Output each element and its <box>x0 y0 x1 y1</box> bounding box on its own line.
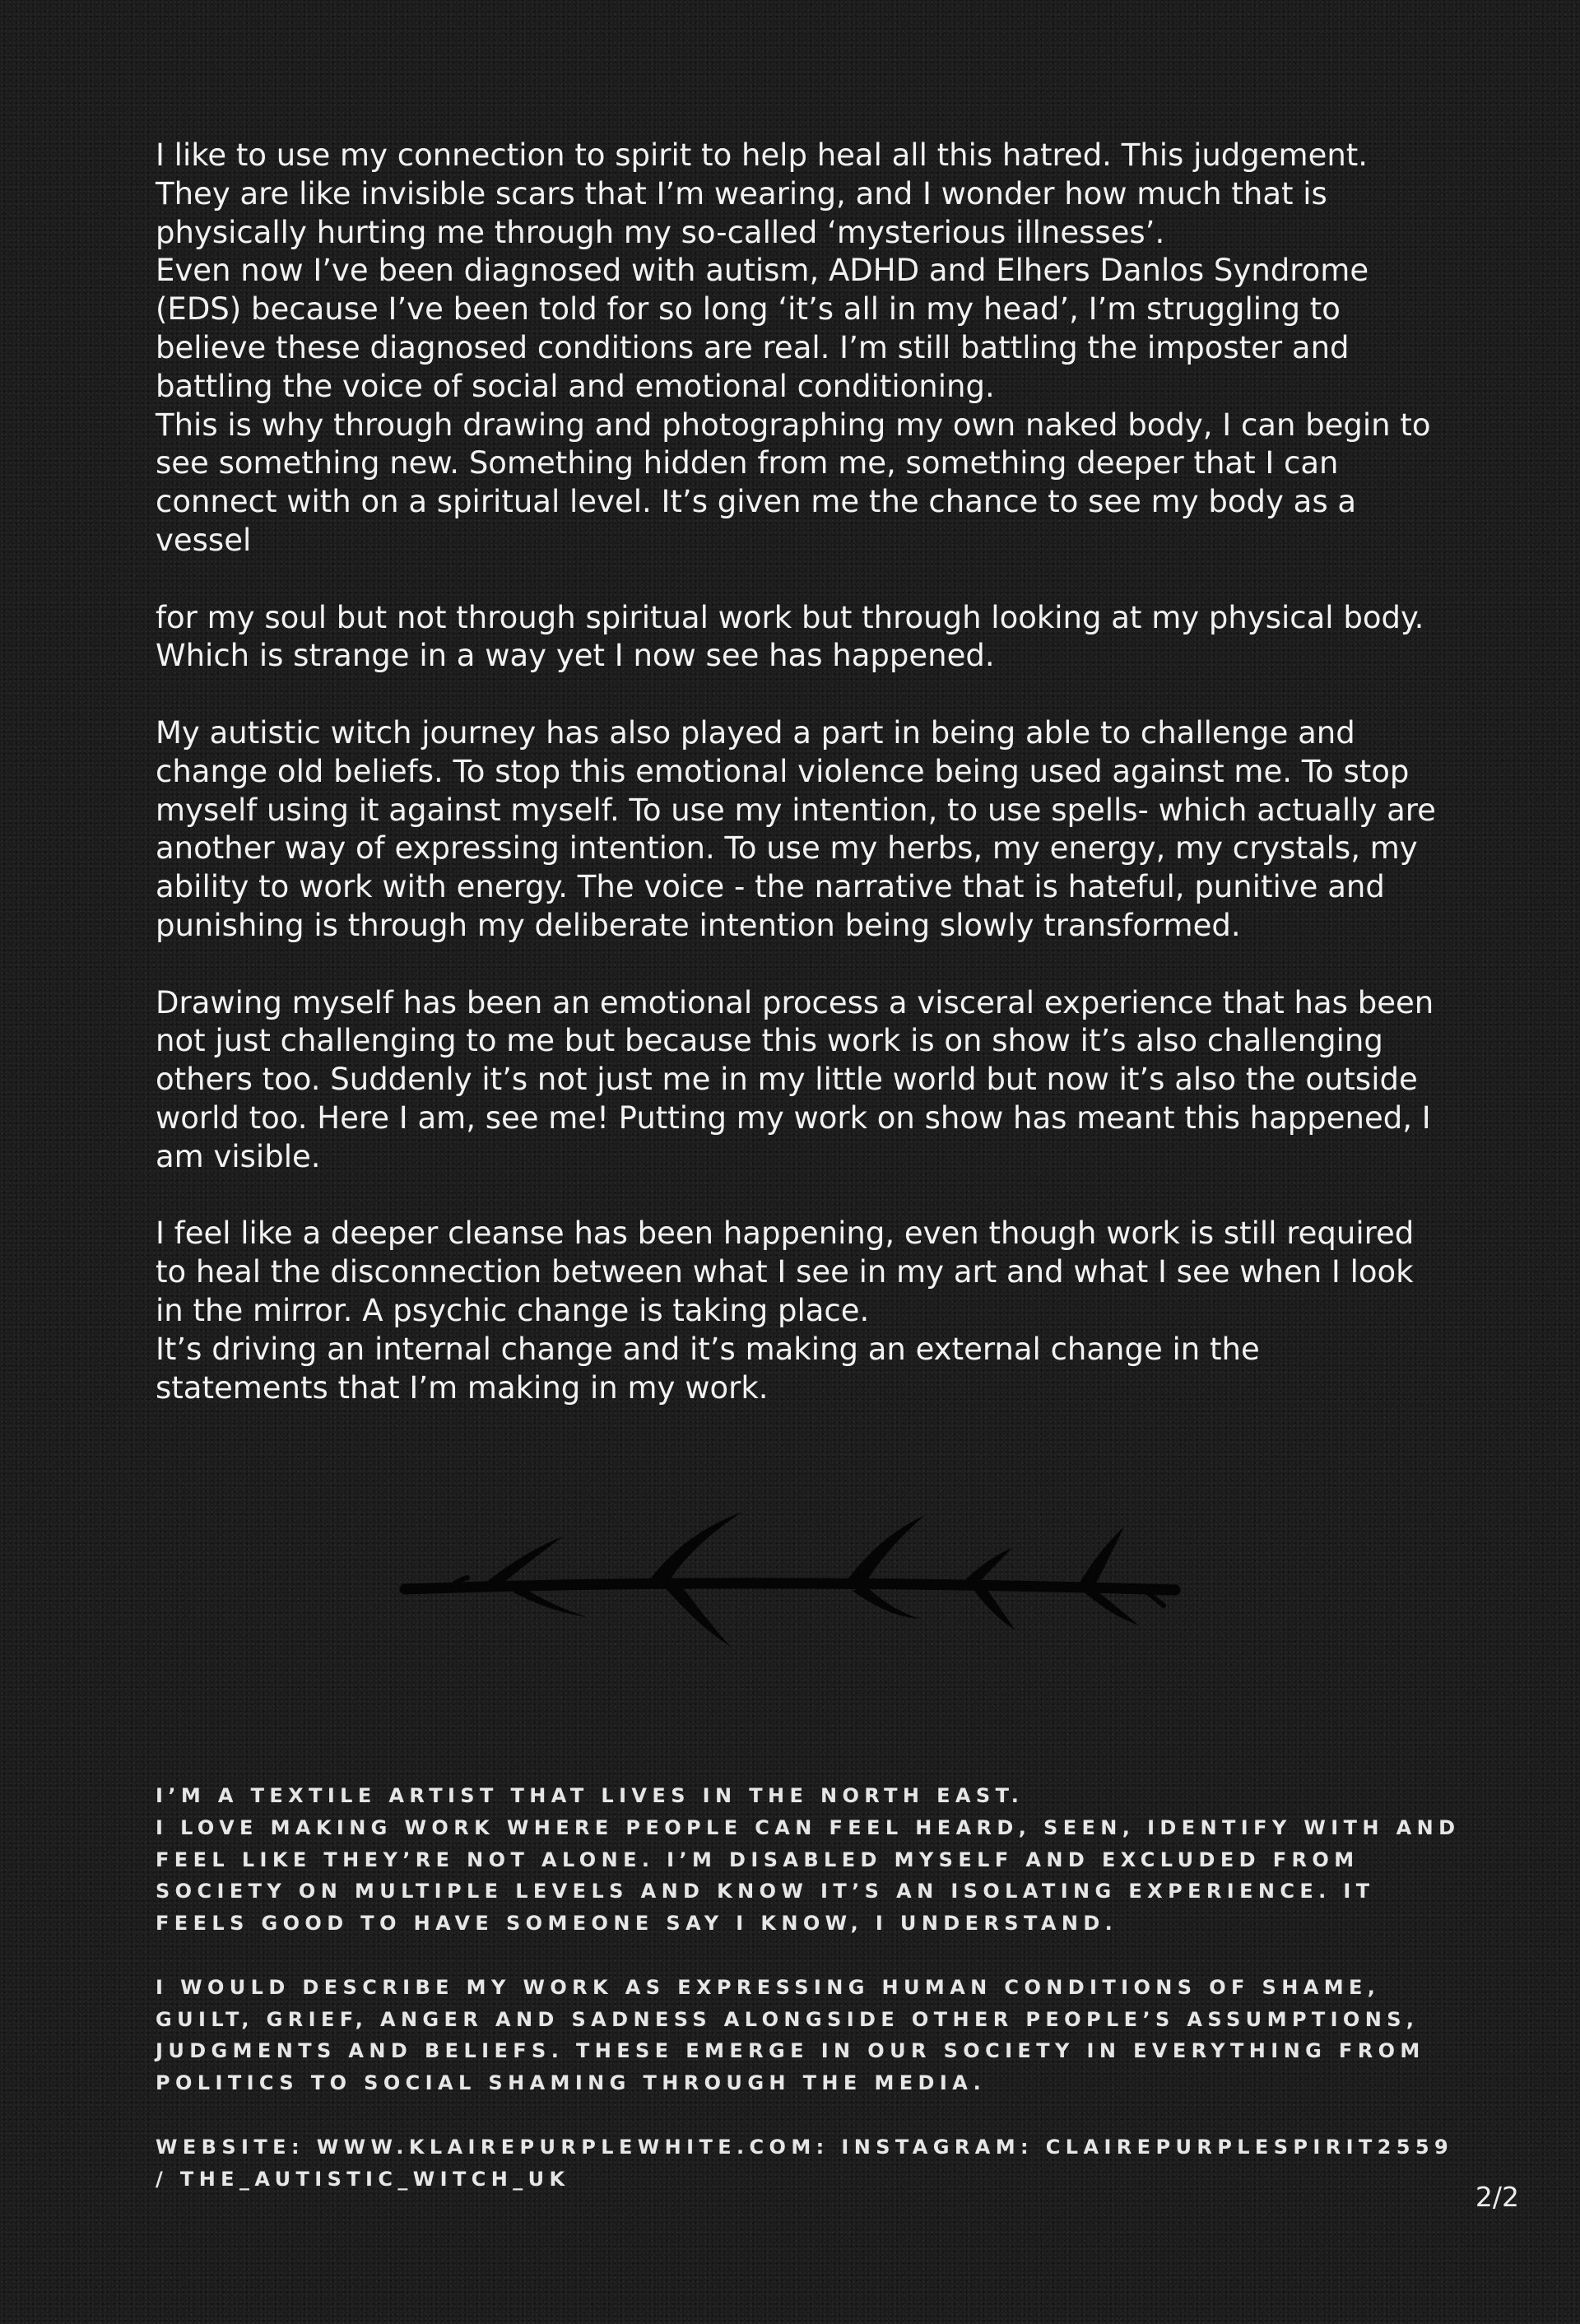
artist-bio <box>156 1780 1472 2195</box>
essay-paragraph: I like to use my connection to spirit to help heal all this hatred. This judgement. They are like invisible scars that I’m wearing, and I wonder how much that is physically hurting me through my so-called ‘mysterious illnesses’. Even now I’ve been diagnosed with autism, ADHD and Elhers Danlos Syndrome (EDS) because I’ve been told for so long ‘it’s all in my head’, I’m struggling to believe these diagnosed conditions are real. I’m still battling the imposter and battling the voice of social and emotional conditioning. This is why through drawing and photographing my own naked body, I can begin to see something new. Something hidden from me, something deeper that I can connect with on a spiritual level. It’s given me the chance to see my body as a vessel <box>156 137 1431 558</box>
essay-paragraph: I feel like a deeper cleanse has been happening, even though work is still required to heal the disconnection between what I see in my art and what I see when I look in the mirror. A psychic change is taking place. It’s driving an internal change and it’s making an external change in the statements that I’m making in my work. <box>156 1215 1415 1406</box>
leafy-branch-icon <box>398 1502 1188 1654</box>
bio-paragraph: I WOULD DESCRIBE MY WORK AS EXPRESSING HUMAN CONDITIONS OF SHAME, GUILT, GRIEF, ANGER AND SADNESS ALONGSIDE OTHER PEOPLE’S ASSUMPTIONS, JUDGMENTS AND BELIEFS. THESE EMERGE IN OUR SOCIETY IN EVERYTHING FROM POLITICS TO SOCIAL SHAMING THROUGH THE MEDIA. <box>156 1975 1425 2095</box>
page-number: 2/2 <box>1475 2181 1519 2213</box>
essay-paragraph: Drawing myself has been an emotional process a visceral experience that has been not just challenging to me but because this work is on show it’s also challenging others too. Suddenly it’s not just me in my little world but now it’s also the outside world too. Here I am, see me! Putting my work on show has meant this happened, I am visible. <box>156 984 1434 1174</box>
essay-text <box>156 137 1439 1407</box>
bio-paragraph: I’M A TEXTILE ARTIST THAT LIVES IN THE NORTH EAST. I LOVE MAKING WORK WHERE PEOPLE CAN FEEL HEARD, SEEN, IDENTIFY WITH AND FEEL LIKE THEY’RE NOT ALONE. I’M DISABLED MYSELF AND EXCLUDED FROM SOCIETY ON MULTIPLE LEVELS AND KNOW IT’S AN ISOLATING EXPERIENCE. IT FEELS GOOD TO HAVE SOMEONE SAY I KNOW, I UNDERSTAND. <box>156 1784 1461 1936</box>
essay-paragraph: My autistic witch journey has also played a part in being able to challenge and change old beliefs. To stop this emotional violence being used against me. To stop myself using it against myself. To use my intention, to use spells- which actually are another way of expressing intention. To use my herbs, my energy, my crystals, my ability to work with energy. The voice - the narrative that is hateful, punitive and punishing is through my deliberate intention being slowly transformed. <box>156 714 1436 943</box>
bio-contact: WEBSITE: WWW.KLAIREPURPLEWHITE.COM: INSTAGRAM: CLAIREPURPLESPIRIT2559 / THE_AUTISTIC_WITCH_UK <box>156 2135 1454 2191</box>
essay-paragraph: for my soul but not through spiritual work but through looking at my physical body. Which is strange in a way yet I now see has happened. <box>156 599 1424 674</box>
